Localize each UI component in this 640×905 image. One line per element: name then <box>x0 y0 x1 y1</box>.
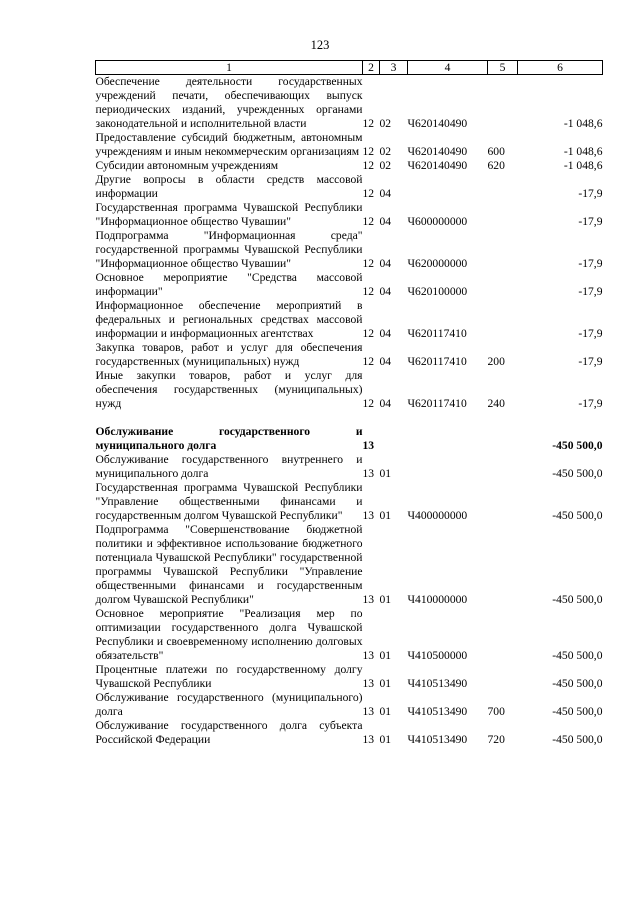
cell-section: 12 <box>362 215 375 228</box>
cell-name: Иные закупки товаров, работ и услуг для обеспечения государственных (муниципальных) нужд <box>95 369 363 410</box>
cell-section: 12 <box>362 117 375 130</box>
table-row <box>96 271 603 299</box>
cell-expense-type <box>488 201 518 229</box>
cell-section: 13 <box>362 705 375 718</box>
cell-target-article: Ч620100000 <box>407 285 468 298</box>
table-spacer-row <box>96 411 603 425</box>
cell-amount: -1 048,6 <box>563 145 603 158</box>
cell-name: Предоставление субсидий бюджетным, автономным учреждениям и иным некоммерческим организациям <box>95 131 363 158</box>
cell-amount: -17,9 <box>578 327 603 340</box>
cell-section: 13 <box>362 677 375 690</box>
cell-expense-type <box>488 663 518 691</box>
cell-expense-type <box>488 453 518 481</box>
cell-name: Обслуживание государственного и муниципального долга <box>95 425 363 452</box>
cell-section: 13 <box>362 593 375 606</box>
cell-amount: -450 500,0 <box>552 677 603 690</box>
cell-section: 13 <box>362 439 375 452</box>
table-row <box>96 229 603 271</box>
cell-subsection: 04 <box>379 187 392 200</box>
cell-name: Обслуживание государственного внутреннего и муниципального долга <box>95 453 363 480</box>
cell-expense-type <box>488 481 518 523</box>
cell-target-article: Ч410000000 <box>407 593 468 606</box>
cell-target-article: Ч620140490 <box>407 159 468 172</box>
table-row <box>96 159 603 173</box>
cell-target-article <box>408 453 488 481</box>
cell-amount: -450 500,0 <box>552 467 603 480</box>
cell-section: 12 <box>362 257 375 270</box>
table-row <box>96 425 603 453</box>
table-row <box>96 523 603 607</box>
cell-subsection: 04 <box>379 355 392 368</box>
header-col-5: 5 <box>488 61 518 75</box>
cell-name: Другие вопросы в области средств массовой информации <box>95 173 363 200</box>
cell-target-article: Ч620140490 <box>407 145 468 158</box>
cell-subsection: 04 <box>379 215 392 228</box>
cell-amount: -450 500,0 <box>552 705 603 718</box>
cell-subsection: 01 <box>379 733 392 746</box>
cell-target-article: Ч410513490 <box>407 677 468 690</box>
cell-section: 12 <box>362 355 375 368</box>
cell-amount: -17,9 <box>578 285 603 298</box>
cell-subsection: 04 <box>379 397 392 410</box>
cell-target-article: Ч620140490 <box>407 117 468 130</box>
cell-name: Государственная программа Чувашской Республики "Информационное общество Чувашии" <box>95 201 363 228</box>
cell-target-article: Ч620000000 <box>407 257 468 270</box>
cell-amount: -17,9 <box>578 215 603 228</box>
cell-expense-type <box>488 271 518 299</box>
cell-name: Подпрограмма "Информационная среда" государственной программы Чувашской Республики "Информационное общество Чувашии" <box>95 229 363 270</box>
spacer-cell <box>96 411 603 425</box>
table-row <box>96 299 603 341</box>
cell-name: Основное мероприятие "Средства массовой информации" <box>95 271 363 298</box>
cell-name: Подпрограмма "Совершенствование бюджетной политики и эффективное использование бюджетного потенциала Чувашской Республики" государственной программы Чувашской Республики "Управление общественными финансами и государственным долгом Чувашской Республики" <box>95 523 363 606</box>
cell-subsection: 02 <box>379 145 392 158</box>
header-col-4: 4 <box>408 61 488 75</box>
cell-amount: -17,9 <box>578 187 603 200</box>
table-header-row <box>96 61 603 75</box>
cell-target-article: Ч410513490 <box>407 733 468 746</box>
table-row <box>96 453 603 481</box>
cell-section: 12 <box>362 187 375 200</box>
cell-expense-type <box>488 425 518 453</box>
cell-target-article <box>408 425 488 453</box>
table-row <box>96 691 603 719</box>
cell-target-article <box>408 173 488 201</box>
table-row <box>96 663 603 691</box>
cell-section: 13 <box>362 649 375 662</box>
table-row <box>96 719 603 747</box>
table-row <box>96 201 603 229</box>
cell-expense-type: 700 <box>487 705 505 718</box>
cell-expense-type: 600 <box>487 145 505 158</box>
cell-expense-type <box>488 75 518 132</box>
table-row <box>96 173 603 201</box>
table-row <box>96 607 603 663</box>
cell-section: 12 <box>362 285 375 298</box>
cell-target-article: Ч620117410 <box>407 327 467 340</box>
cell-name: Субсидии автономным учреждениям <box>95 159 279 172</box>
cell-target-article: Ч600000000 <box>407 215 468 228</box>
cell-target-article: Ч620117410 <box>407 355 467 368</box>
cell-amount: -17,9 <box>578 355 603 368</box>
cell-subsection <box>380 425 408 453</box>
cell-expense-type: 720 <box>487 733 505 746</box>
cell-name: Процентные платежи по государственному долгу Чувашской Республики <box>95 663 363 690</box>
table-row <box>96 369 603 411</box>
cell-subsection: 01 <box>379 593 392 606</box>
header-col-6: 6 <box>518 61 603 75</box>
cell-subsection: 01 <box>379 509 392 522</box>
cell-expense-type: 240 <box>487 397 505 410</box>
cell-expense-type: 200 <box>487 355 505 368</box>
table-row <box>96 131 603 159</box>
cell-section: 12 <box>362 145 375 158</box>
header-col-2: 2 <box>363 61 380 75</box>
cell-subsection: 02 <box>379 159 392 172</box>
cell-name: Обслуживание государственного долга субъекта Российской Федерации <box>95 719 363 746</box>
cell-target-article: Ч620117410 <box>407 397 467 410</box>
cell-name: Основное мероприятие "Реализация мер по оптимизации государственного долга Чувашской Республики и своевременному исполнению долговых обязательств" <box>95 607 363 662</box>
cell-amount: -17,9 <box>578 257 603 270</box>
table-row <box>96 341 603 369</box>
cell-subsection: 04 <box>379 257 392 270</box>
cell-subsection: 01 <box>379 467 392 480</box>
cell-name: Информационное обеспечение мероприятий в федеральных и региональных средствах массовой информации и информационных агентствах <box>95 299 363 340</box>
cell-amount: -450 500,0 <box>552 649 603 662</box>
cell-amount: -17,9 <box>578 397 603 410</box>
cell-amount: -450 500,0 <box>552 733 603 746</box>
cell-target-article: Ч410500000 <box>407 649 468 662</box>
cell-subsection: 01 <box>379 649 392 662</box>
cell-subsection: 01 <box>379 677 392 690</box>
cell-expense-type <box>488 523 518 607</box>
cell-amount: -1 048,6 <box>563 159 603 172</box>
cell-amount: -1 048,6 <box>563 117 603 130</box>
cell-target-article: Ч410513490 <box>407 705 468 718</box>
cell-section: 12 <box>362 159 375 172</box>
header-col-3: 3 <box>380 61 408 75</box>
cell-amount: -450 500,0 <box>552 439 603 452</box>
cell-target-article: Ч400000000 <box>407 509 468 522</box>
table-body <box>96 75 603 748</box>
cell-expense-type <box>488 607 518 663</box>
cell-section: 13 <box>362 733 375 746</box>
cell-amount: -450 500,0 <box>552 509 603 522</box>
cell-expense-type <box>488 173 518 201</box>
cell-expense-type: 620 <box>487 159 505 172</box>
header-col-1: 1 <box>96 61 363 75</box>
cell-section: 12 <box>362 397 375 410</box>
budget-table <box>95 60 603 747</box>
cell-expense-type <box>488 229 518 271</box>
table-row <box>96 481 603 523</box>
cell-expense-type <box>488 299 518 341</box>
cell-name: Закупка товаров, работ и услуг для обеспечения государственных (муниципальных) нужд <box>95 341 363 368</box>
page-number: 123 <box>310 38 330 52</box>
cell-subsection: 01 <box>379 705 392 718</box>
cell-subsection: 02 <box>379 117 392 130</box>
cell-name: Обеспечение деятельности государственных учреждений печати, обеспечивающих выпуск периодических изданий, учрежденных органами законодательной и исполнительной власти <box>95 75 363 130</box>
cell-section: 13 <box>362 467 375 480</box>
cell-subsection: 04 <box>379 285 392 298</box>
cell-section: 12 <box>362 327 375 340</box>
cell-name: Государственная программа Чувашской Республики "Управление общественными финансами и государственным долгом Чувашской Республики" <box>95 481 363 522</box>
cell-section: 13 <box>362 509 375 522</box>
table-row <box>96 75 603 132</box>
cell-name: Обслуживание государственного (муниципального) долга <box>95 691 363 718</box>
cell-amount: -450 500,0 <box>552 593 603 606</box>
cell-subsection: 04 <box>379 327 392 340</box>
